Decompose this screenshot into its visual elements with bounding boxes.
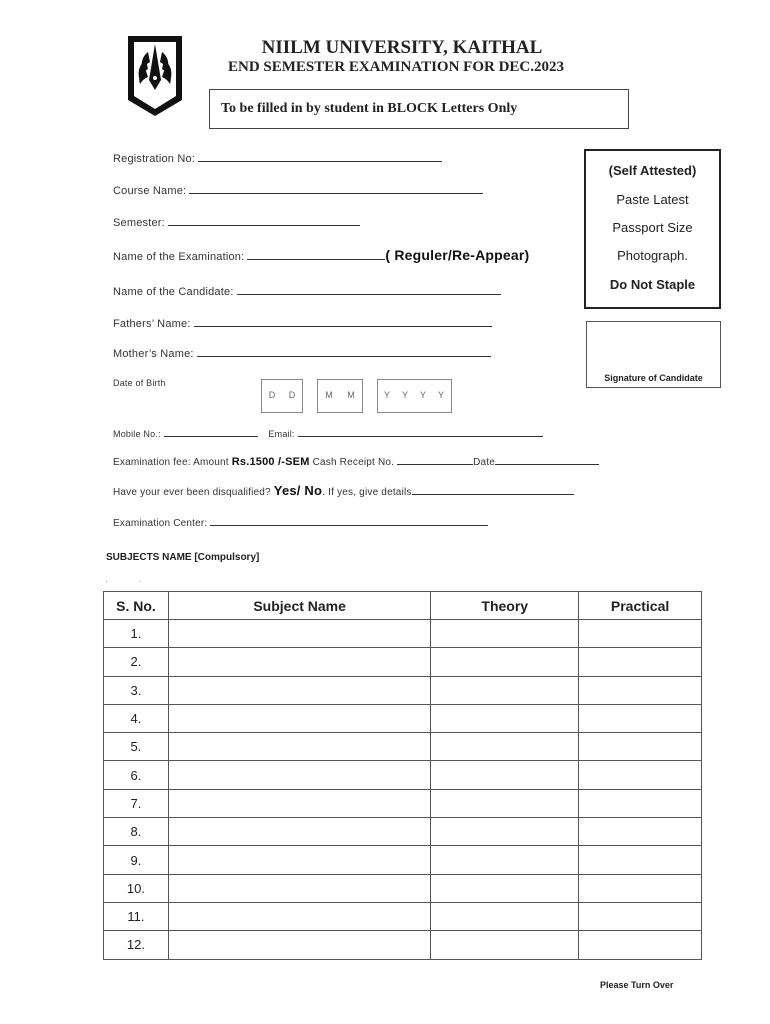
- fathers-name-field[interactable]: [113, 316, 492, 330]
- theory-cell[interactable]: [431, 818, 579, 846]
- semester-label: Semester:: [113, 217, 165, 229]
- serial-number-cell: 6.: [104, 761, 169, 789]
- serial-number-cell: 4.: [104, 704, 169, 732]
- course-name-label: Course Name:: [113, 185, 187, 197]
- mobile-label: Mobile No.:: [113, 429, 161, 439]
- mothers-name-label: Mother’s Name:: [113, 348, 194, 360]
- exam-center-line[interactable]: [210, 517, 488, 526]
- theory-cell[interactable]: [431, 733, 579, 761]
- theory-cell[interactable]: [431, 761, 579, 789]
- subject-name-cell[interactable]: [168, 733, 430, 761]
- course-name-line[interactable]: [189, 183, 483, 194]
- dob-month-box[interactable]: [317, 379, 363, 413]
- mobile-line[interactable]: [164, 429, 258, 437]
- practical-cell[interactable]: [579, 818, 702, 846]
- exam-name-line[interactable]: [247, 249, 385, 260]
- serial-number-cell: 1.: [104, 620, 169, 648]
- candidate-name-label: Name of the Candidate:: [113, 286, 234, 298]
- table-row: [104, 620, 702, 648]
- email-line[interactable]: [298, 429, 543, 437]
- fathers-name-line[interactable]: [194, 316, 492, 327]
- dob-month-placeholder: M: [325, 390, 333, 400]
- practical-cell[interactable]: [579, 620, 702, 648]
- subject-name-cell[interactable]: [168, 789, 430, 817]
- date-line[interactable]: [495, 456, 599, 465]
- practical-cell[interactable]: [579, 733, 702, 761]
- signature-label: Signature of Candidate: [604, 373, 703, 383]
- subject-name-cell[interactable]: [168, 676, 430, 704]
- subject-name-cell[interactable]: [168, 818, 430, 846]
- registration-no-line[interactable]: [198, 151, 442, 162]
- serial-number-cell: 2.: [104, 648, 169, 676]
- candidate-name-field[interactable]: [113, 284, 501, 298]
- registration-no-field[interactable]: [113, 151, 442, 165]
- receipt-label: Cash Receipt No.: [312, 457, 395, 468]
- disqualified-options: Yes/ No: [273, 483, 323, 498]
- subject-name-cell[interactable]: [168, 846, 430, 874]
- practical-cell[interactable]: [579, 874, 702, 902]
- disqualified-label: Have your ever been disqualified?: [113, 487, 271, 498]
- column-header: S. No.: [104, 592, 169, 620]
- practical-cell[interactable]: [579, 931, 702, 959]
- date-label: Date: [473, 457, 496, 468]
- table-row: [104, 818, 702, 846]
- dob-year-placeholder: Y: [437, 390, 444, 400]
- table-row: [104, 733, 702, 761]
- exam-center-field[interactable]: [113, 517, 488, 529]
- dob-day-placeholder: D: [288, 390, 296, 400]
- serial-number-cell: 3.: [104, 676, 169, 704]
- theory-cell[interactable]: [431, 874, 579, 902]
- university-title: NIILM UNIVERSITY, KAITHAL: [261, 37, 543, 58]
- dob-month-placeholder: M: [347, 390, 355, 400]
- serial-number-cell: 7.: [104, 789, 169, 817]
- semester-line[interactable]: [168, 215, 360, 226]
- practical-cell[interactable]: [579, 676, 702, 704]
- dob-year-placeholder: Y: [383, 390, 390, 400]
- fee-label: Examination fee: Amount: [113, 457, 229, 468]
- mothers-name-field[interactable]: [113, 346, 491, 360]
- practical-cell[interactable]: [579, 902, 702, 930]
- turn-over-note: Please Turn Over: [600, 980, 674, 990]
- table-row: [104, 874, 702, 902]
- dob-label: Date of Birth: [113, 378, 166, 388]
- table-row: [104, 789, 702, 817]
- photo-photograph: Photograph.: [617, 248, 688, 263]
- theory-cell[interactable]: [431, 789, 579, 817]
- mothers-name-line[interactable]: [197, 346, 491, 357]
- table-row: [104, 761, 702, 789]
- exam-center-label: Examination Center:: [113, 518, 208, 529]
- semester-field[interactable]: [113, 215, 360, 229]
- subjects-table: [103, 591, 702, 960]
- practical-cell[interactable]: [579, 648, 702, 676]
- signature-box[interactable]: [586, 321, 721, 388]
- table-row: [104, 931, 702, 959]
- instruction-box: To be filled in by student in BLOCK Letters Only: [209, 89, 629, 129]
- serial-number-cell: 12.: [104, 931, 169, 959]
- dob-day-placeholder: D: [268, 390, 276, 400]
- subject-name-cell[interactable]: [168, 620, 430, 648]
- candidate-name-line[interactable]: [237, 284, 501, 295]
- photo-paste-latest: Paste Latest: [616, 192, 689, 207]
- course-name-field[interactable]: [113, 183, 483, 197]
- column-header: Subject Name: [168, 592, 430, 620]
- dob-day-box[interactable]: [261, 379, 303, 413]
- table-row: [104, 846, 702, 874]
- subject-name-cell[interactable]: [168, 931, 430, 959]
- exam-type-options: ( Reguler/Re-Appear): [385, 247, 530, 263]
- serial-number-cell: 5.: [104, 733, 169, 761]
- theory-cell[interactable]: [431, 931, 579, 959]
- practical-cell[interactable]: [579, 789, 702, 817]
- details-line[interactable]: [412, 486, 574, 495]
- practical-cell[interactable]: [579, 761, 702, 789]
- theory-cell[interactable]: [431, 902, 579, 930]
- practical-cell[interactable]: [579, 704, 702, 732]
- column-header: Practical: [579, 592, 702, 620]
- dob-year-placeholder: Y: [401, 390, 408, 400]
- mobile-email-field[interactable]: [113, 429, 543, 439]
- subject-name-cell[interactable]: [168, 704, 430, 732]
- subject-name-cell[interactable]: [168, 761, 430, 789]
- exam-title: END SEMESTER EXAMINATION FOR DEC.2023: [227, 59, 564, 75]
- disqualified-field[interactable]: [113, 483, 574, 498]
- table-row: [104, 676, 702, 704]
- practical-cell[interactable]: [579, 846, 702, 874]
- fee-amount: Rs.1500 /-SEM: [231, 456, 310, 468]
- serial-number-cell: 8.: [104, 818, 169, 846]
- photo-box[interactable]: [584, 149, 721, 309]
- theory-cell[interactable]: [431, 704, 579, 732]
- dob-year-box[interactable]: [377, 379, 452, 413]
- serial-number-cell: 10.: [104, 874, 169, 902]
- theory-cell[interactable]: [431, 846, 579, 874]
- theory-cell[interactable]: [431, 648, 579, 676]
- registration-no-label: Registration No:: [113, 153, 196, 165]
- column-header: Theory: [431, 592, 579, 620]
- subject-name-cell[interactable]: [168, 874, 430, 902]
- theory-cell[interactable]: [431, 676, 579, 704]
- photo-self-attested: (Self Attested): [608, 163, 697, 178]
- fathers-name-label: Fathers’ Name:: [113, 318, 191, 330]
- serial-number-cell: 9.: [104, 846, 169, 874]
- table-row: [104, 648, 702, 676]
- email-label: Email:: [268, 429, 295, 439]
- table-row: [104, 704, 702, 732]
- photo-passport-size: Passport Size: [612, 220, 693, 235]
- subject-name-cell[interactable]: [168, 648, 430, 676]
- serial-number-cell: 11.: [104, 902, 169, 930]
- table-header-row: [104, 592, 702, 620]
- theory-cell[interactable]: [431, 620, 579, 648]
- subject-name-cell[interactable]: [168, 902, 430, 930]
- details-label: . If yes, give details: [322, 487, 412, 498]
- photo-do-not-staple: Do Not Staple: [609, 277, 696, 292]
- exam-name-label: Name of the Examination:: [113, 251, 245, 263]
- subjects-heading: SUBJECTS NAME [Compulsory]: [106, 552, 260, 563]
- stray-marks: · ·: [105, 577, 142, 586]
- table-row: [104, 902, 702, 930]
- receipt-line[interactable]: [397, 456, 473, 465]
- fee-field[interactable]: [113, 456, 599, 468]
- exam-name-field[interactable]: [113, 247, 529, 263]
- dob-year-placeholder: Y: [419, 390, 426, 400]
